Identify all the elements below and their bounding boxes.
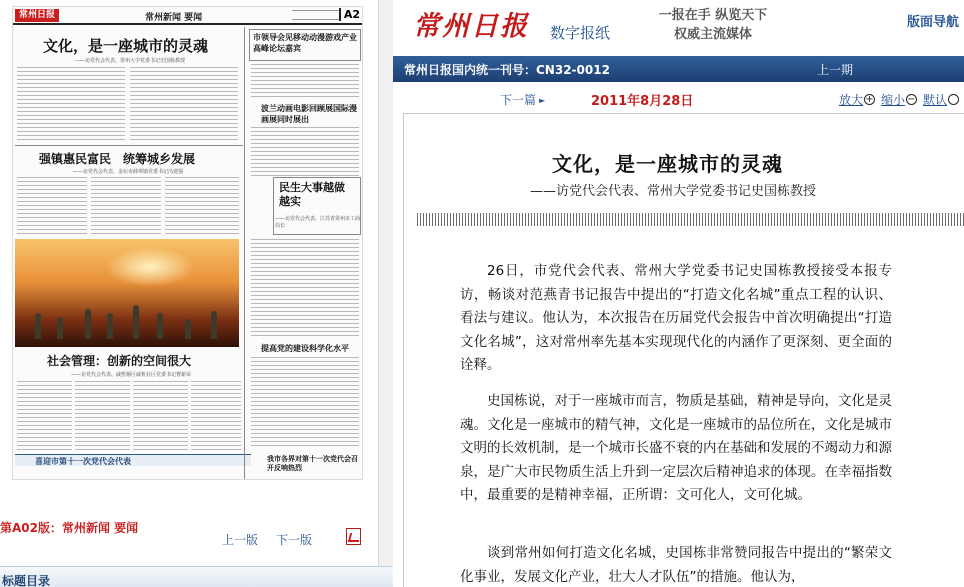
headline-second-sub: ——访党代会代表、金坛市薛埠镇党委书记冯建强	[73, 169, 184, 175]
dancer-figure	[157, 313, 163, 339]
zoom-in-link[interactable]: 放大	[839, 93, 864, 107]
dancer-figure	[185, 319, 191, 339]
title-list-bar[interactable]	[0, 566, 393, 587]
slogan-line1: 一报在手 纵览天下	[658, 8, 768, 23]
headline-second[interactable]: 强镇惠民富民 统筹城乡发展	[39, 152, 196, 166]
edition-label: 数字报纸	[550, 24, 611, 42]
minus-circle-icon[interactable]: −	[907, 94, 916, 105]
text-block	[165, 177, 239, 235]
article-paragraph: 史国栋说，对于一座城市而言，物质是基础，精神是导向，文化是灵魂。文化是一座城市的精气神，文化是一座城市的品位所在，文化是城市文明的长效机制，是一个城市长盛不衰的内在基础和发展的不竭动力和源泉，是广大市民物质生活上升到一定层次后精神追求的体现。在幸福指数中，最重要的是精神幸福，正所谓：文可化人，文可化城。	[460, 393, 892, 504]
dancer-figure	[107, 313, 113, 339]
banner-strip[interactable]	[15, 454, 251, 466]
left-scrollbar[interactable]	[378, 0, 393, 566]
article-title: 文化，是一座城市的灵魂	[552, 152, 783, 176]
text-block	[251, 239, 359, 339]
text-block	[251, 64, 359, 98]
text-block	[251, 357, 359, 449]
default-size-link[interactable]: 默认	[923, 93, 948, 107]
headline-side3[interactable]: 民生大事越做越实	[279, 181, 345, 208]
dancer-figure	[35, 313, 41, 339]
headline-main-sub: ——访党代会代表、常州大学党委书记史国栋教授	[75, 58, 186, 64]
slogan-line2: 权威主流媒体	[673, 27, 752, 42]
dancer-figure	[57, 317, 63, 339]
article-paragraph: 谈到常州如何打造文化名城，史国栋非常赞同报告中提出的“繁荣文化事业，发展文化产业，壮大人才队伍”的措施。他认为，	[460, 545, 892, 585]
current-page-name: 第A02版：常州新闻 要闻	[0, 521, 139, 535]
plus-circle-icon[interactable]: +	[865, 94, 874, 105]
reset-circle-icon[interactable]	[948, 94, 959, 105]
divider	[15, 145, 243, 146]
text-block	[75, 381, 130, 451]
layout-nav-link[interactable]: 版面导航	[907, 15, 960, 30]
headline-third-sub: ——访党代会代表、戚墅堰区戚机社区党委书记曹新荣	[71, 372, 192, 378]
text-block	[17, 381, 72, 451]
title-list-label: 标题目录	[2, 574, 51, 587]
masthead-section: 常州新闻 要闻	[145, 13, 203, 23]
text-block	[130, 67, 238, 143]
masthead-logo: 常州日报	[15, 9, 59, 22]
masthead-page-number: A2	[339, 8, 360, 21]
text-block	[17, 177, 87, 235]
next-page-link[interactable]: 下一版	[276, 533, 313, 547]
triangle-right-icon: ►	[539, 96, 546, 105]
slogan	[623, 6, 803, 44]
site-header	[393, 0, 964, 56]
dancer-figure	[85, 309, 91, 339]
prev-issue-link[interactable]: 上一期	[817, 63, 854, 77]
issn-label: 常州日报国内统一刊号：CN32-0012	[404, 63, 610, 77]
banner-text: 喜迎市第十一次党代会代表	[35, 457, 131, 466]
text-block	[91, 177, 161, 235]
headline-main[interactable]: 文化，是一座城市的灵魂	[43, 37, 209, 55]
masthead	[13, 7, 362, 25]
text-block	[191, 381, 241, 451]
prev-page-link[interactable]: 上一版	[222, 533, 259, 547]
headline-side5[interactable]: 我市各界对第十一次党代会召开反响热烈	[267, 454, 358, 472]
stage-light	[105, 247, 195, 287]
article-toolbar	[393, 88, 964, 110]
article-paragraph: 26日，市党代会代表、常州大学党委书记史国栋教授接受本报专访，畅谈对范燕青书记报告中提出的“打造文化名城”重点工程的认识、看法与建议。他认为，本次报告在历届党代会报告中首次明确提出“打造文化名城”，这对常州率先基本实现现代化的内涵作了更深刻、更全面的诠释。	[460, 263, 892, 374]
page-preview-panel	[0, 0, 393, 587]
headline-side2[interactable]: 波兰动画电影回顾展国际漫画展同时展出	[261, 103, 357, 124]
next-article-label: 下一篇	[500, 93, 537, 107]
text-block	[251, 127, 359, 179]
next-article-link[interactable]	[500, 91, 545, 108]
issue-date: 2011年8月28日	[591, 94, 694, 109]
headline-side3-sub: ——访党代会代表、江苏省常州市工商局长	[275, 216, 361, 229]
headline-side1[interactable]: 市领导会见移动动漫游戏产业高峰论坛嘉宾	[253, 32, 357, 53]
article-subtitle: ——访党代会代表、常州大学党委书记史国栋教授	[530, 184, 817, 199]
dancer-figure	[133, 305, 139, 339]
text-block	[133, 381, 188, 451]
column-divider	[244, 27, 245, 479]
article-content	[403, 113, 964, 587]
newspaper-page-thumbnail[interactable]	[12, 6, 363, 480]
zoom-out-link[interactable]: 缩小	[881, 93, 906, 107]
headline-side4[interactable]: 提高党的建设科学化水平	[261, 343, 349, 353]
news-photo[interactable]	[15, 239, 239, 347]
masthead-dateline	[292, 10, 340, 20]
text-block	[17, 67, 125, 143]
article-panel	[393, 0, 964, 587]
brand-logo[interactable]: 常州日报	[413, 11, 529, 42]
hatched-divider	[417, 213, 964, 226]
pdf-icon[interactable]	[346, 528, 361, 545]
dancer-figure	[211, 311, 217, 339]
headline-third[interactable]: 社会管理：创新的空间很大	[47, 354, 192, 368]
issue-bar	[393, 56, 964, 82]
